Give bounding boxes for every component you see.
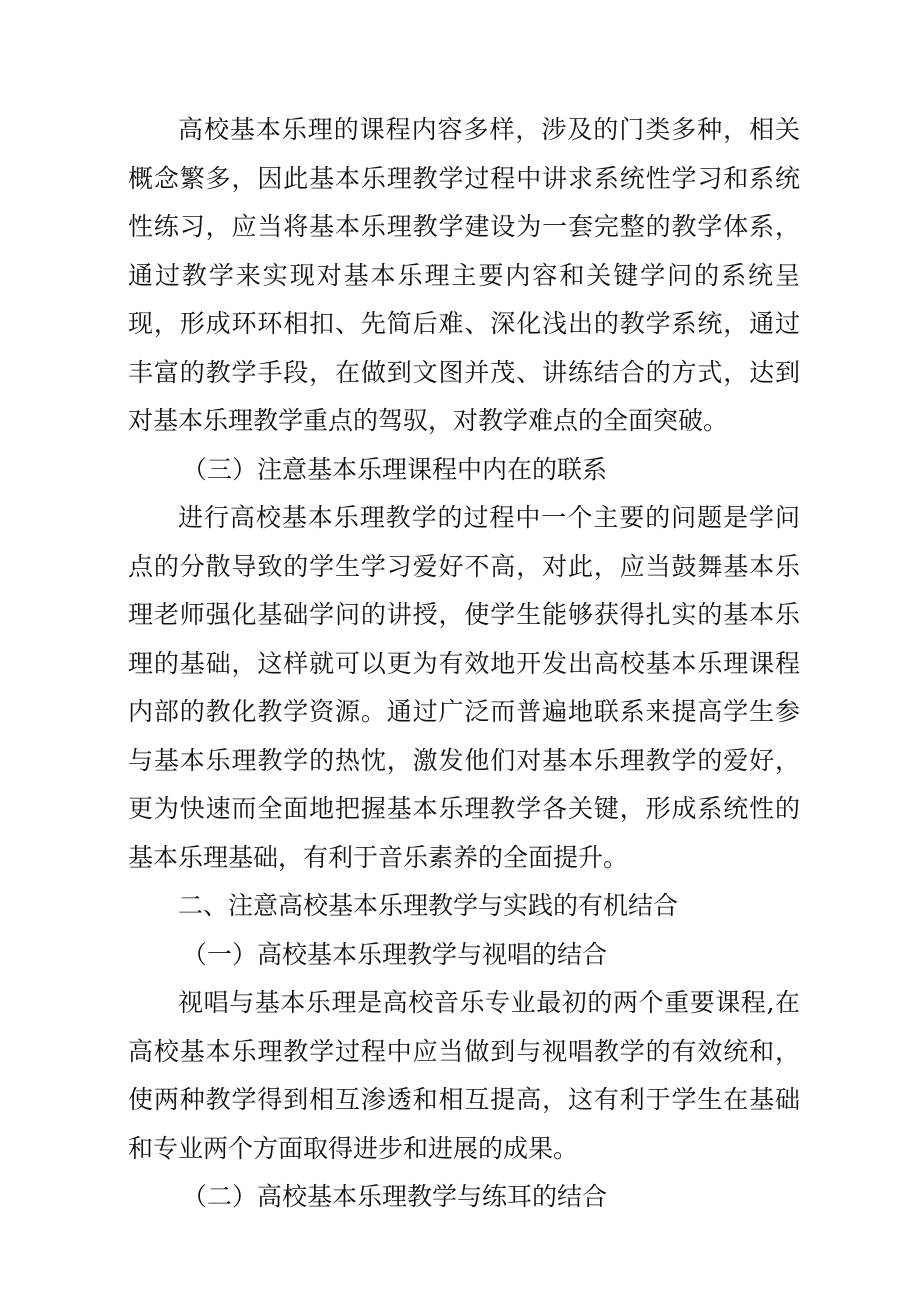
paragraph-internal-connections: 进行高校基本乐理教学的过程中一个主要的问题是学问点的分散导致的学生学习爱好不高，对此，应当鼓舞基本乐理老师强化基础学问的讲授，使学生能够获得扎实的基本乐理的基础，这样就可以更为有效地开发出高校基本乐理课程内部的教化教学资源。通过广泛而普遍地联系来提高学生参与基本乐理教学的热忱，激发他们对基本乐理教学的爱好，更为快速而全面地把握基本乐理教学各关键，形成系统性的基本乐理基础，有利于音乐素养的全面提升。 [128,503,800,872]
paragraph-sight-singing: 视唱与基本乐理是高校音乐专业最初的两个重要课程,在高校基本乐理教学过程中应当做到与视唱教学的有效统和，使两种教学得到相互渗透和相互提高，这有利于学生在基础和专业两个方面取得进步和进展的成果。 [128,988,800,1163]
subheading-sight-singing: （一）高校基本乐理教学与视唱的结合 [182,939,608,969]
section-heading-practice: 二、注意高校基本乐理教学与实践的有机结合 [178,891,679,920]
subheading-internal-connections: （三）注意基本乐理课程中内在的联系 [182,454,608,484]
paragraph-system-teaching: 高校基本乐理的课程内容多样，涉及的门类多种，相关概念繁多，因此基本乐理教学过程中讲求系统性学习和系统性练习，应当将基本乐理教学建设为一套完整的教学体系，通过教学来实现对基本乐理主要内容和关键学问的系统呈现，形成环环相扣、先简后难、深化浅出的教学系统，通过丰富的教学手段，在做到文图并茂、讲练结合的方式，达到对基本乐理教学重点的驾驭，对教学难点的全面突破。 [128,115,800,435]
subheading-ear-training: （二）高校基本乐理教学与练耳的结合 [182,1182,608,1211]
document-body [128,106,800,1222]
